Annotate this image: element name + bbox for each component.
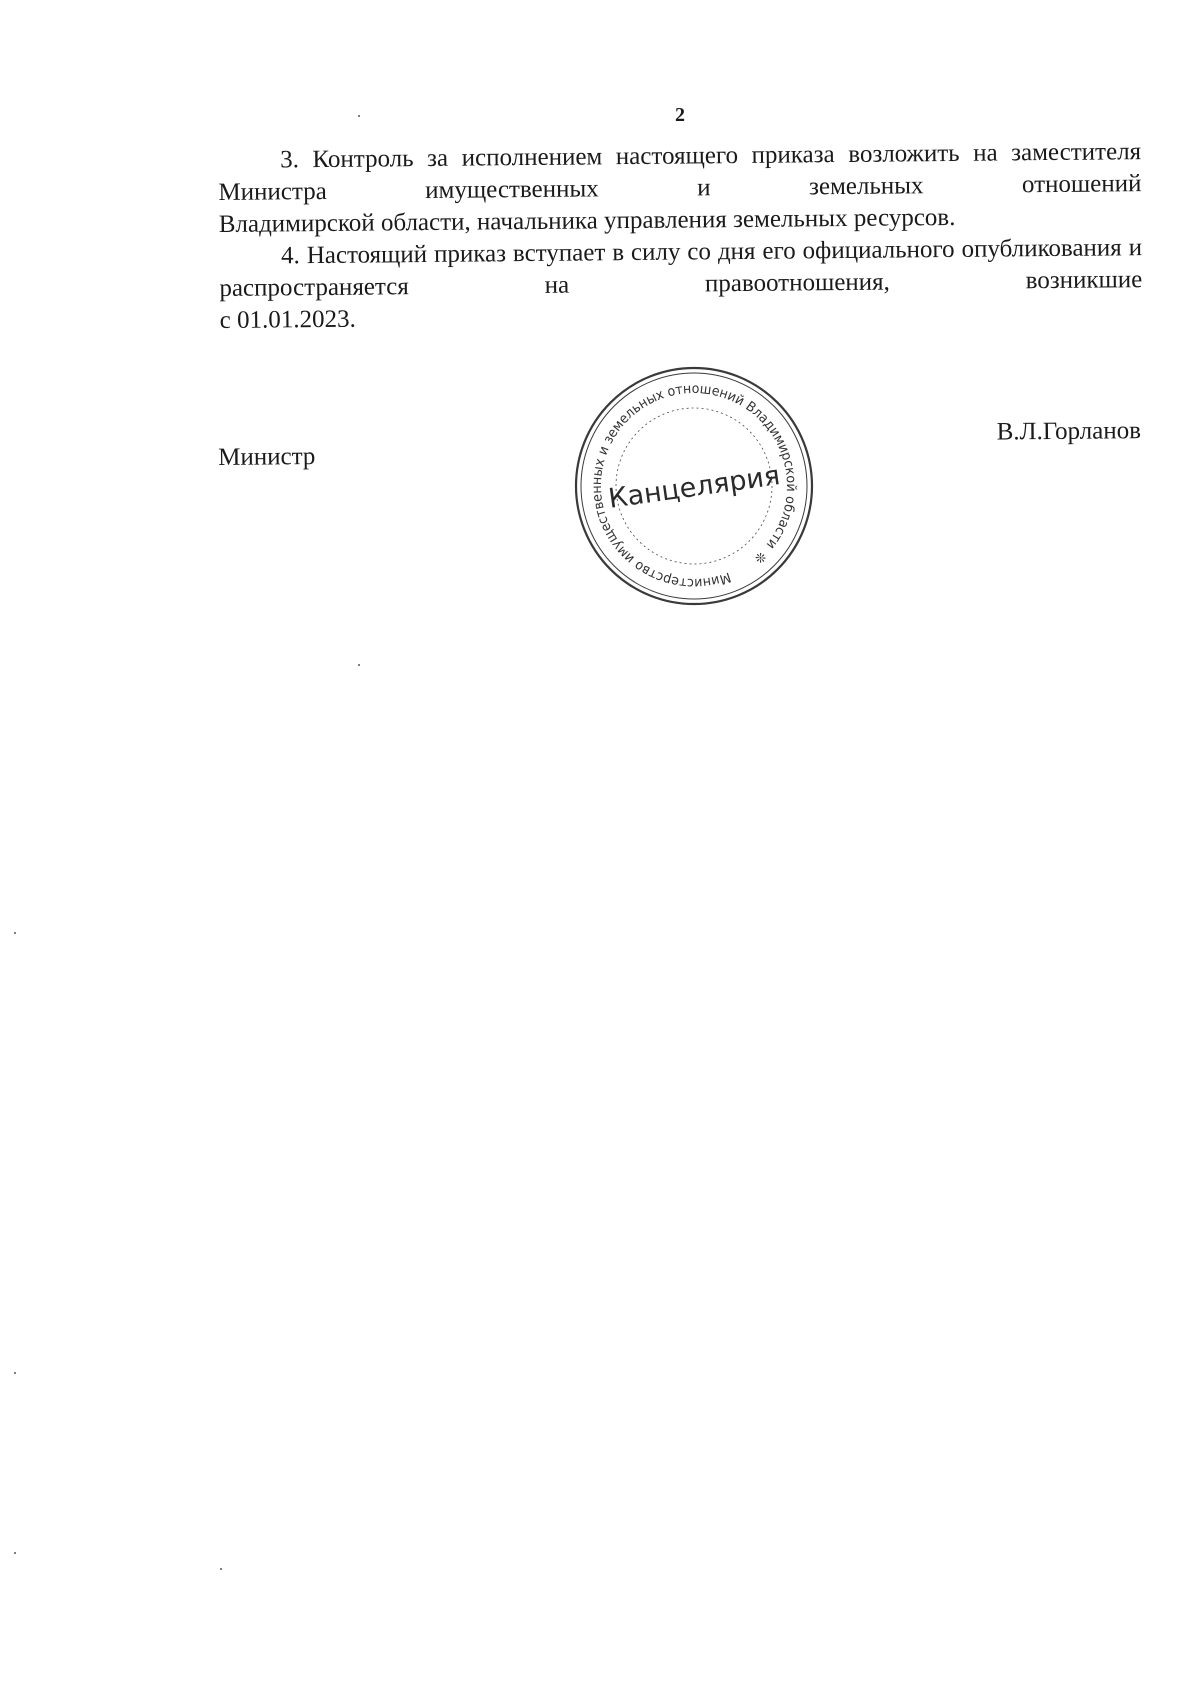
order-body	[218, 136, 1143, 337]
paragraph-4	[219, 232, 1143, 305]
page-number: 2	[675, 104, 685, 126]
office-stamp-seal	[573, 365, 815, 607]
paragraph-4-last-line: с 01.01.2023.	[219, 305, 356, 334]
scan-speck	[14, 932, 16, 934]
stamp-ring-text: Министерство имущественных и земельных отношений Владимирской области❊	[588, 380, 800, 592]
scan-speck	[220, 1568, 222, 1570]
stamp-center-text: Канцелярия	[606, 460, 782, 515]
scan-speck	[358, 115, 360, 117]
paragraph-3-text: 3. Контроль за исполнением настоящего приказа возложить на заместителя Министра имущественных и земельных отношений	[218, 138, 1142, 206]
signatory-name: В.Л.Горланов	[996, 417, 1142, 446]
scan-speck	[14, 1372, 16, 1374]
paragraph-4-text: 4. Настоящий приказ вступает в силу со дня его официального опубликования и распространяется на правоотношения, возникшие	[219, 234, 1143, 302]
signatory-title: Министр	[218, 443, 316, 471]
scan-speck	[14, 1552, 16, 1554]
stamp-graphic	[573, 365, 815, 607]
scan-speck	[358, 664, 360, 666]
paragraph-3-last-line: Владимирской области, начальника управления земельных ресурсов.	[218, 203, 956, 238]
paragraph-3	[218, 136, 1142, 209]
